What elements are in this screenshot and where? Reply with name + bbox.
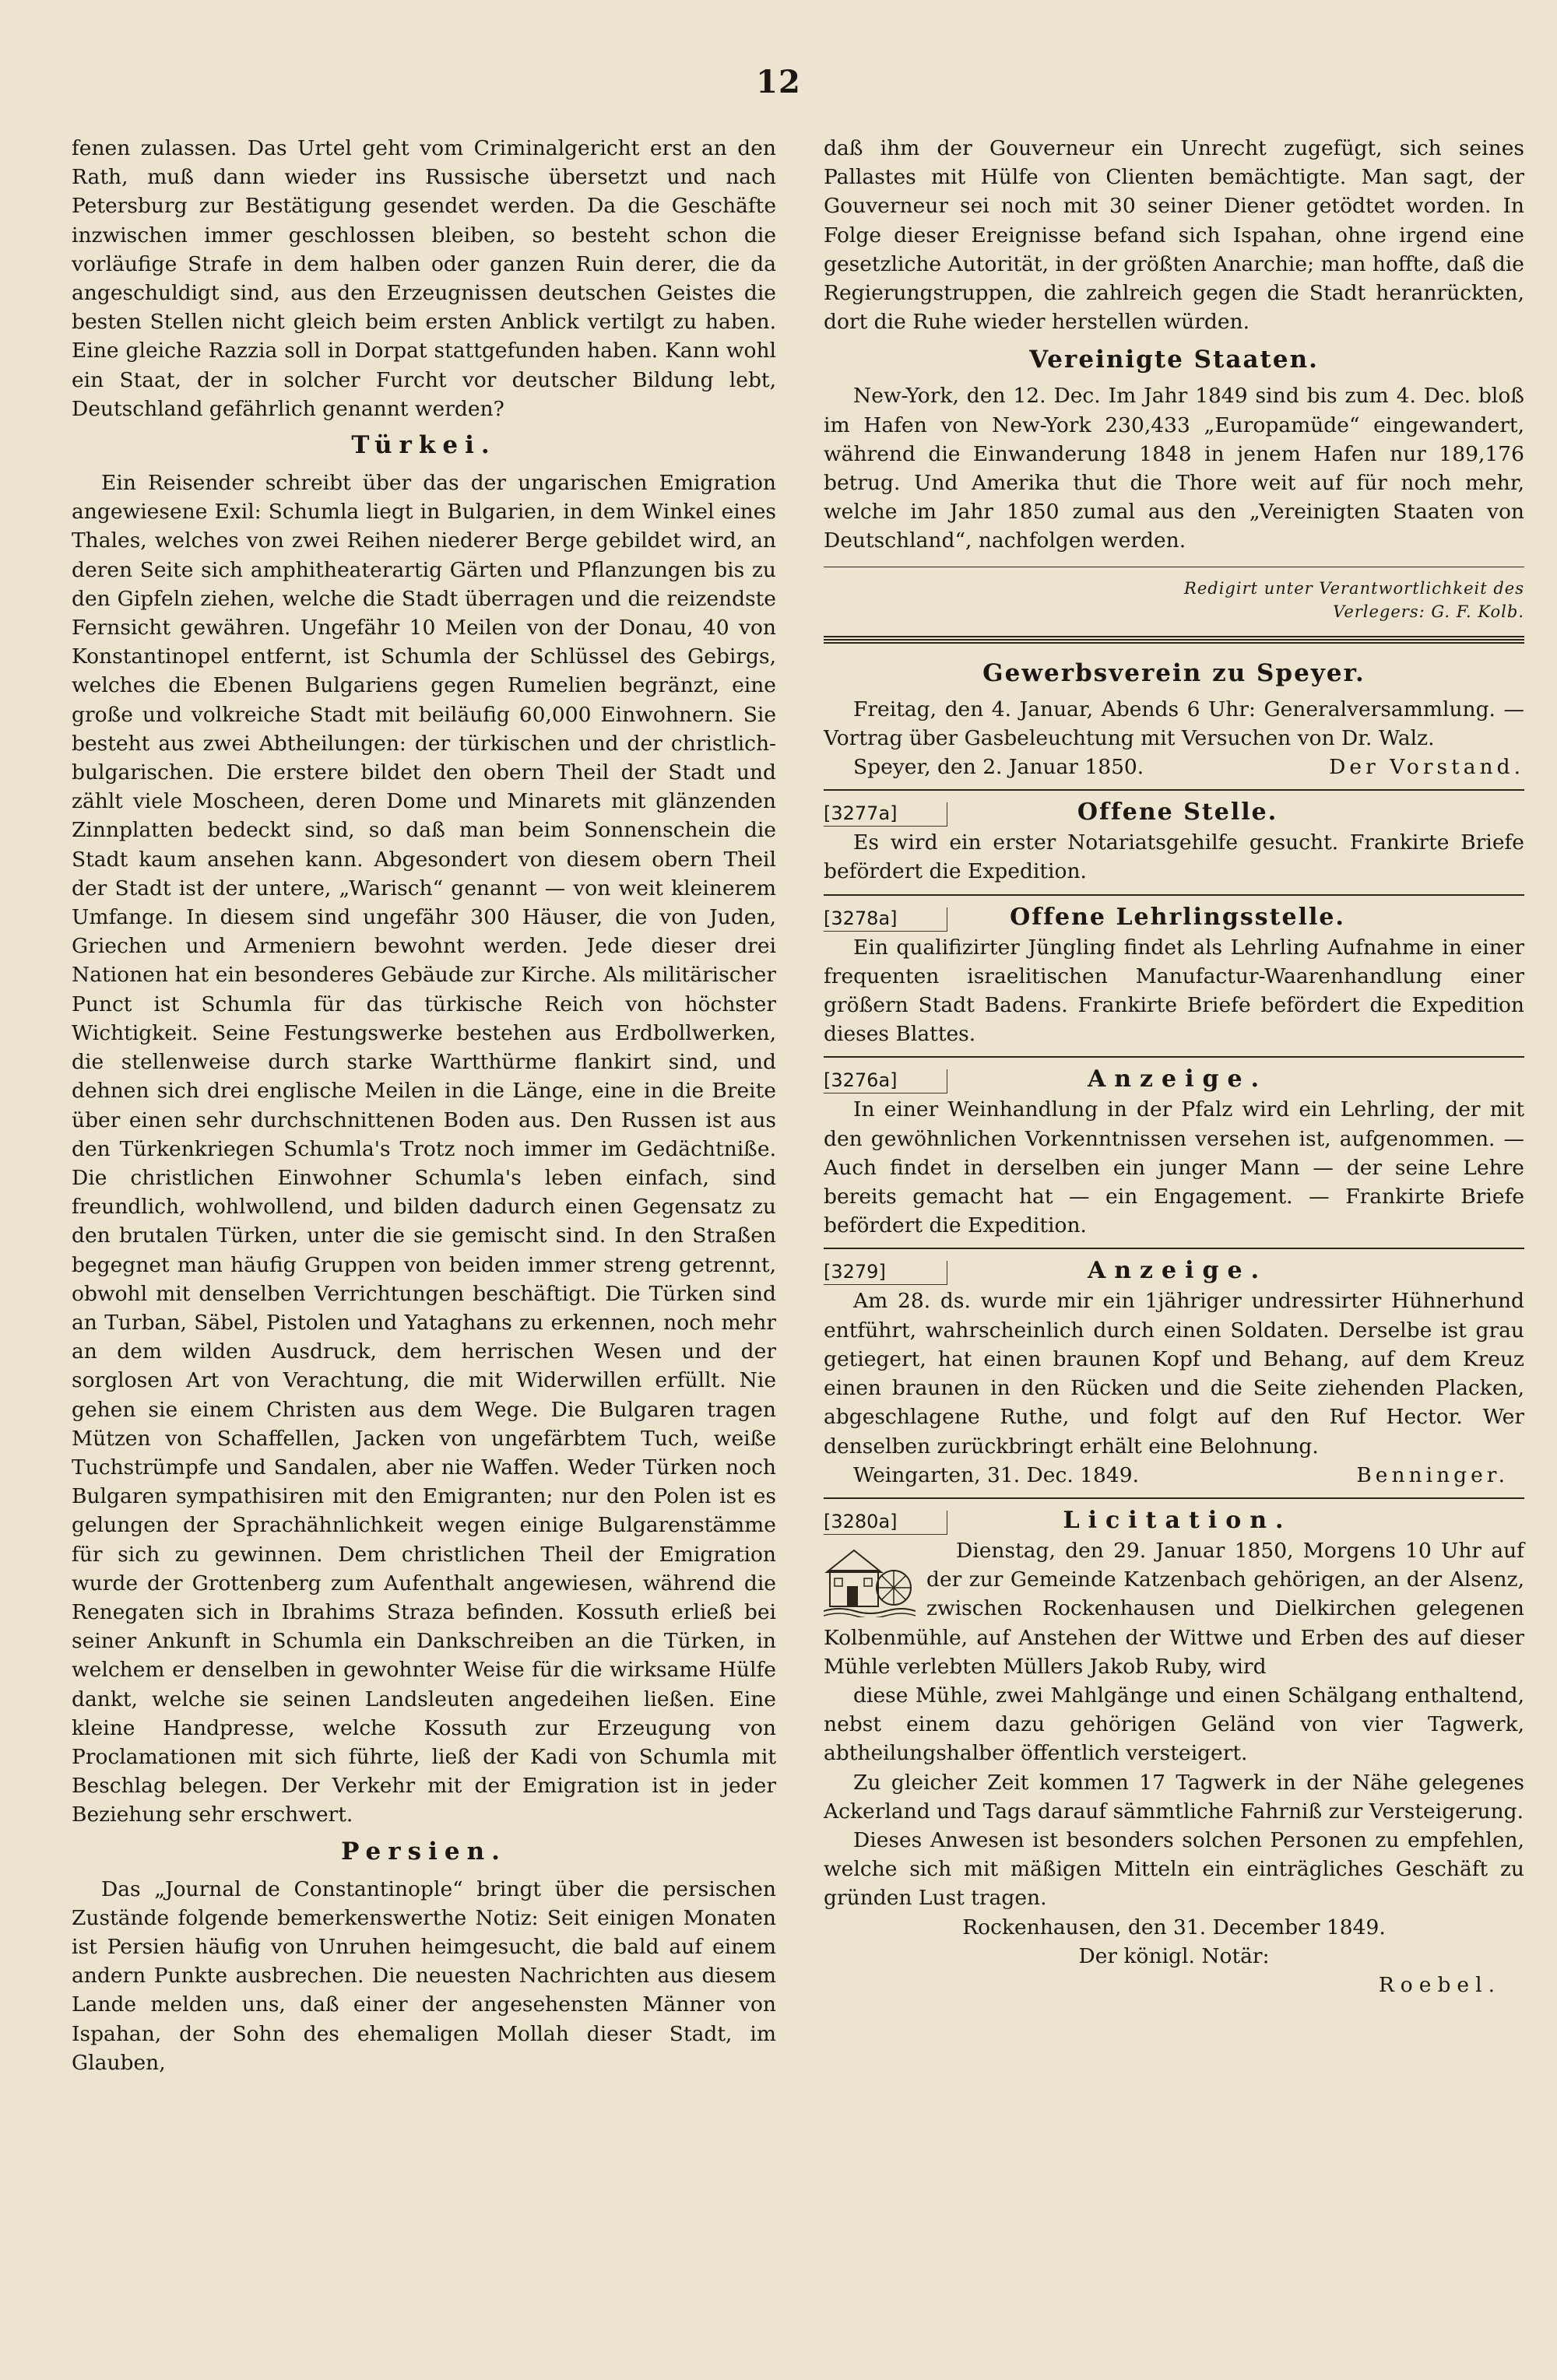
ad-text: Es wird ein erster Notariatsgehilfe gesucht. Frankirte Briefe befördert die Expedition. xyxy=(824,830,1524,884)
licitation-place: Rockenhausen, den 31. December 1849. xyxy=(962,1915,1386,1939)
divider xyxy=(824,1056,1524,1058)
ad-number: [3279] xyxy=(824,1261,947,1285)
page-number: 12 xyxy=(756,64,801,100)
ad-number: [3278a] xyxy=(824,907,947,932)
article-persien: Das „Journal de Constantinople“ bringt über die persischen Zustände folgende bemerkenswerthe Notiz: Seit einigen Monaten ist Persien häufig von Unruhen heimgesucht, die bald auf einem andern Punkte ausbrechen. Die neuesten Nachrichten aus diesem Lande melden uns, daß einer der angesehensten Männer von Ispahan, der Sohn des ehemaligen Mollah dieser Stadt, im Glauben, xyxy=(72,1876,776,2075)
licitation-text-1: Dienstag, den 29. Januar 1850, Morgens 10 Uhr auf der zur Gemeinde Katzenbach gehörigen, an der Alsenz, zwischen Rockenhausen und Dielkirchen gelegenen Kolbenmühle, auf Anstehen der Wittwe und Erben des auf dieser Mühle verlebten Müllers Jakob Ruby, wird xyxy=(824,1538,1524,1679)
divider xyxy=(824,1497,1524,1499)
heading-vereinigte-staaten: Vereinigte Staaten. xyxy=(1029,346,1319,374)
editor-credit-line-1: Redigirt unter Verantwortlichkeit des xyxy=(1184,578,1524,598)
gewerbsverein-place: Speyer, den 2. Januar 1850. xyxy=(853,755,1144,780)
licitation-text-4: Dieses Anwesen ist besonders solchen Personen zu empfehlen, welche sich mit mäßigen Mitteln ein einträgliches Geschäft zu gründen Lust tragen. xyxy=(824,1827,1524,1911)
ad-title: Offene Lehrlingsstelle. xyxy=(1010,903,1345,931)
divider xyxy=(824,894,1524,896)
ad-place: Weingarten, 31. Dec. 1849. xyxy=(853,1462,1140,1487)
heading-gewerbsverein: Gewerbsverein zu Speyer. xyxy=(982,658,1365,687)
mill-vignette-icon xyxy=(824,1539,916,1617)
ad-header xyxy=(824,799,1524,827)
gewerbsverein-footer xyxy=(824,753,1524,781)
ad-header xyxy=(824,1065,1524,1093)
ad-text: Ein qualifizirter Jüngling findet als Lehrling Aufnahme in einer frequenten israelitischen Manufactur-Waarenhandlung einer größern Stadt Badens. Frankirte Briefe befördert die Expedition dieses Blattes. xyxy=(824,935,1524,1047)
left-column xyxy=(72,134,776,2077)
gewerbsverein-text: Freitag, den 4. Januar, Abends 6 Uhr: Generalversammlung. — Vortrag über Gasbeleuchtung mit Versuchen von Dr. Walz. xyxy=(824,697,1524,750)
divider xyxy=(824,1248,1524,1249)
article-continuation: fenen zulassen. Das Urtel geht vom Criminalgericht erst an den Rath, muß dann wieder ins Russische übersetzt und nach Petersburg zur Bestätigung gesendet werden. Da die Geschäfte inzwischen immer geschlossen bleiben, so besteht schon die vorläufige Strafe in dem halben oder ganzen Ruin derer, die da angeschuldigt sind, aus den Erzeugnissen deutschen Geistes die besten Stellen nicht gleich beim ersten Anblick vertilgt zu haben. Eine gleiche Razzia soll in Dorpat stattgefunden haben. Kann wohl ein Staat, der in solcher Furcht vor deutscher Bildung lebt, Deutschland gefährlich genannt werden? xyxy=(72,136,776,421)
ad-title: Offene Stelle. xyxy=(1077,799,1278,827)
ad-header xyxy=(824,1257,1524,1285)
licitation-sign: Roebel. xyxy=(1378,1972,1501,1997)
ad-number: [3280a] xyxy=(824,1511,947,1535)
article-vereinigte-staaten: New-York, den 12. Dec. Im Jahr 1849 sind bis zum 4. Dec. bloß im Hafen von New-York 230,433 „Europamüde“ eingewandert, während die Einwanderung 1848 in jenem Hafen nur 189,176 betrug. Und Amerika thut die Thore weit auf für noch mehr, welche im Jahr 1850 zumal aus den „Vereinigten Staaten von Deutschland“, nachfolgen werden. xyxy=(824,384,1524,553)
ad-header xyxy=(824,1507,1524,1535)
ad-title: Anzeige. xyxy=(1087,1257,1268,1285)
section-divider xyxy=(824,636,1524,644)
ad-footer xyxy=(824,1461,1524,1490)
ad-title: Anzeige. xyxy=(1087,1065,1268,1093)
heading-tuerkei: Türkei. xyxy=(351,431,497,460)
gewerbsverein-sign: Der Vorstand. xyxy=(1329,755,1524,780)
licitation-text-3: Zu gleicher Zeit kommen 17 Tagwerk in der Nähe gelegenes Ackerland und Tags darauf sämmtliche Fahrniß zur Versteigerung. xyxy=(824,1770,1524,1824)
licitation-body xyxy=(824,1536,1524,1999)
ad-text: In einer Weinhandlung in der Pfalz wird ein Lehrling, der mit den gewöhnlichen Vorkenntnissen versehen ist, aufgenommen. — Auch findet in derselben ein junger Mann — der seine Lehre bereits gemacht hat — ein Engagement. — Frankirte Briefe befördert die Expedition. xyxy=(824,1097,1524,1238)
right-column xyxy=(824,134,1524,1999)
licitation-notary: Der königl. Notär: xyxy=(1078,1943,1270,1968)
heading-persien: Persien. xyxy=(341,1837,507,1866)
article-tuerkei: Ein Reisender schreibt über das der ungarischen Emigration angewiesene Exil: Schumla liegt in Bulgarien, in dem Winkel eines Thales, welches von zwei Reihen niederer Berge gebildet wird, an deren Seite sich amphitheaterartig Gärten und Pflanzungen bis zu den Gipfeln ziehen, welche die Stadt überragen und die reizendste Fernsicht gewähren. Ungefähr 10 Meilen von der Donau, 40 von Konstantinopel entfernt, ist Schumla der Schlüssel des Gebirgs, welches die Ebenen Bulgariens gegen Rumelien begränzt, eine große und volkreiche Stadt mit beiläufig 60,000 Einwohnern. Sie besteht aus zwei Abtheilungen: der türkischen und der christlich-bulgarischen. Die erstere bildet den obern Theil der Stadt und zählt viele Moscheen, deren Dome und Minarets mit glänzenden Zinnplatten bedeckt sind, so daß man beim Sonnenschein die Stadt kaum ansehen kann. Abgesondert von diesem obern Theil der Stadt ist der untere, „Warisch“ genannt — von weit kleinerem Umfange. In diesem sind ungefähr 300 Häuser, die von Juden, Griechen und Armeniern bewohnt werden. Jede dieser drei Nationen hat ein besonderes Gebäude zur Kirche. Als militärischer Punct ist Schumla für das türkische Reich von höchster Wichtigkeit. Seine Festungswerke bestehen aus Erdbollwerken, die stellenweise durch starke Wartthürme flankirt sind, und dehnen sich drei englische Meilen in die Länge, eine in die Breite über einen sehr durchschnittenen Boden aus. Den Russen ist aus den Türkenkriegen Schumla's Trotz noch immer im Gedächtniße. Die christlichen Einwohner Schumla's leben einfach, sind freundlich, wohlwollend, und bilden dadurch einen Gegensatz zu den brutalen Türken, unter die sie gemischt sind. In den Straßen begegnet man häufig Gruppen von beiden immer streng getrennt, obwohl mit denselben Verrichtungen beschäftigt. Die Türken sind an Turban, Säbel, Pistolen und Yataghans zu erkennen, noch mehr an dem wilden Ausdruck, dem herrischen Wesen und der sorglosen Art von Verachtung, die mit Widerwillen erfüllt. Nie gehen sie einem Christen aus dem Wege. Die Bulgaren tragen Mützen von Schaffellen, Jacken von ungefärbtem Tuch, weiße Tuchstrümpfe und Sandalen, aber nie Waffen. Weder Türken noch Bulgaren sympathisiren mit den Emigranten; nur den Polen ist es gelungen der Sprachähnlichkeit wegen einige Bulgarenstämme für sich zu gewinnen. Dem christlichen Theil der Emigration wurde der Grottenberg zum Aufenthalt angewiesen, während die Renegaten sich in Ibrahims Straza befinden. Kossuth erließ bei seiner Ankunft in Schumla ein Dankschreiben an die Türken, in welchem er denselben in gewohnter Weise für die wirksame Hülfe dankt, welche sie seinen Landsleuten angedeihen ließen. Eine kleine Handpresse, welche Kossuth zur Erzeugung von Proclamationen mit sich führte, ließ der Kadi von Schumla mit Beschlag belegen. Der Verkehr mit der Emigration ist in jeder Beziehung sehr erschwert. xyxy=(72,471,776,1827)
article-persien-continued: daß ihm der Gouverneur ein Unrecht zugefügt, sich seines Pallastes mit Hülfe von Clienten bemächtigte. Man sagt, der Gouverneur sei noch mit 30 seiner Diener getödtet worden. In Folge dieser Ereignisse befand sich Ispahan, ohne irgend eine gesetzliche Autorität, in der größten Anarchie; man hoffte, daß die Regierungstruppen, die zahlreich gegen die Stadt heranrückten, dort die Ruhe wieder herstellen würden. xyxy=(824,136,1524,335)
divider xyxy=(824,789,1524,791)
editor-credit-line-2: Verlegers: G. F. Kolb. xyxy=(1333,602,1524,621)
ad-number: [3277a] xyxy=(824,802,947,827)
ad-number: [3276a] xyxy=(824,1069,947,1093)
ad-header xyxy=(824,904,1524,932)
ad-sign: Benninger. xyxy=(1356,1462,1509,1487)
licitation-text-2: diese Mühle, zwei Mahlgänge und einen Schälgang enthaltend, nebst einem dazu gehörigen Geländ von vier Tagwerk, abtheilungshalber öffentlich versteigert. xyxy=(824,1683,1524,1766)
ad-title: Licitation. xyxy=(1063,1506,1292,1534)
ad-text: Am 28. ds. wurde mir ein 1jähriger undressirter Hühnerhund entführt, wahrscheinlich durch einen Soldaten. Derselbe ist grau getiegert, hat einen braunen Kopf und Behang, auf dem Kreuz einen braunen in den Rücken und die Seite ziehenden Placken, abgeschlagene Ruthe, und folgt auf den Ruf Hector. Wer denselben zurückbringt erhält eine Belohnung. xyxy=(824,1289,1524,1459)
